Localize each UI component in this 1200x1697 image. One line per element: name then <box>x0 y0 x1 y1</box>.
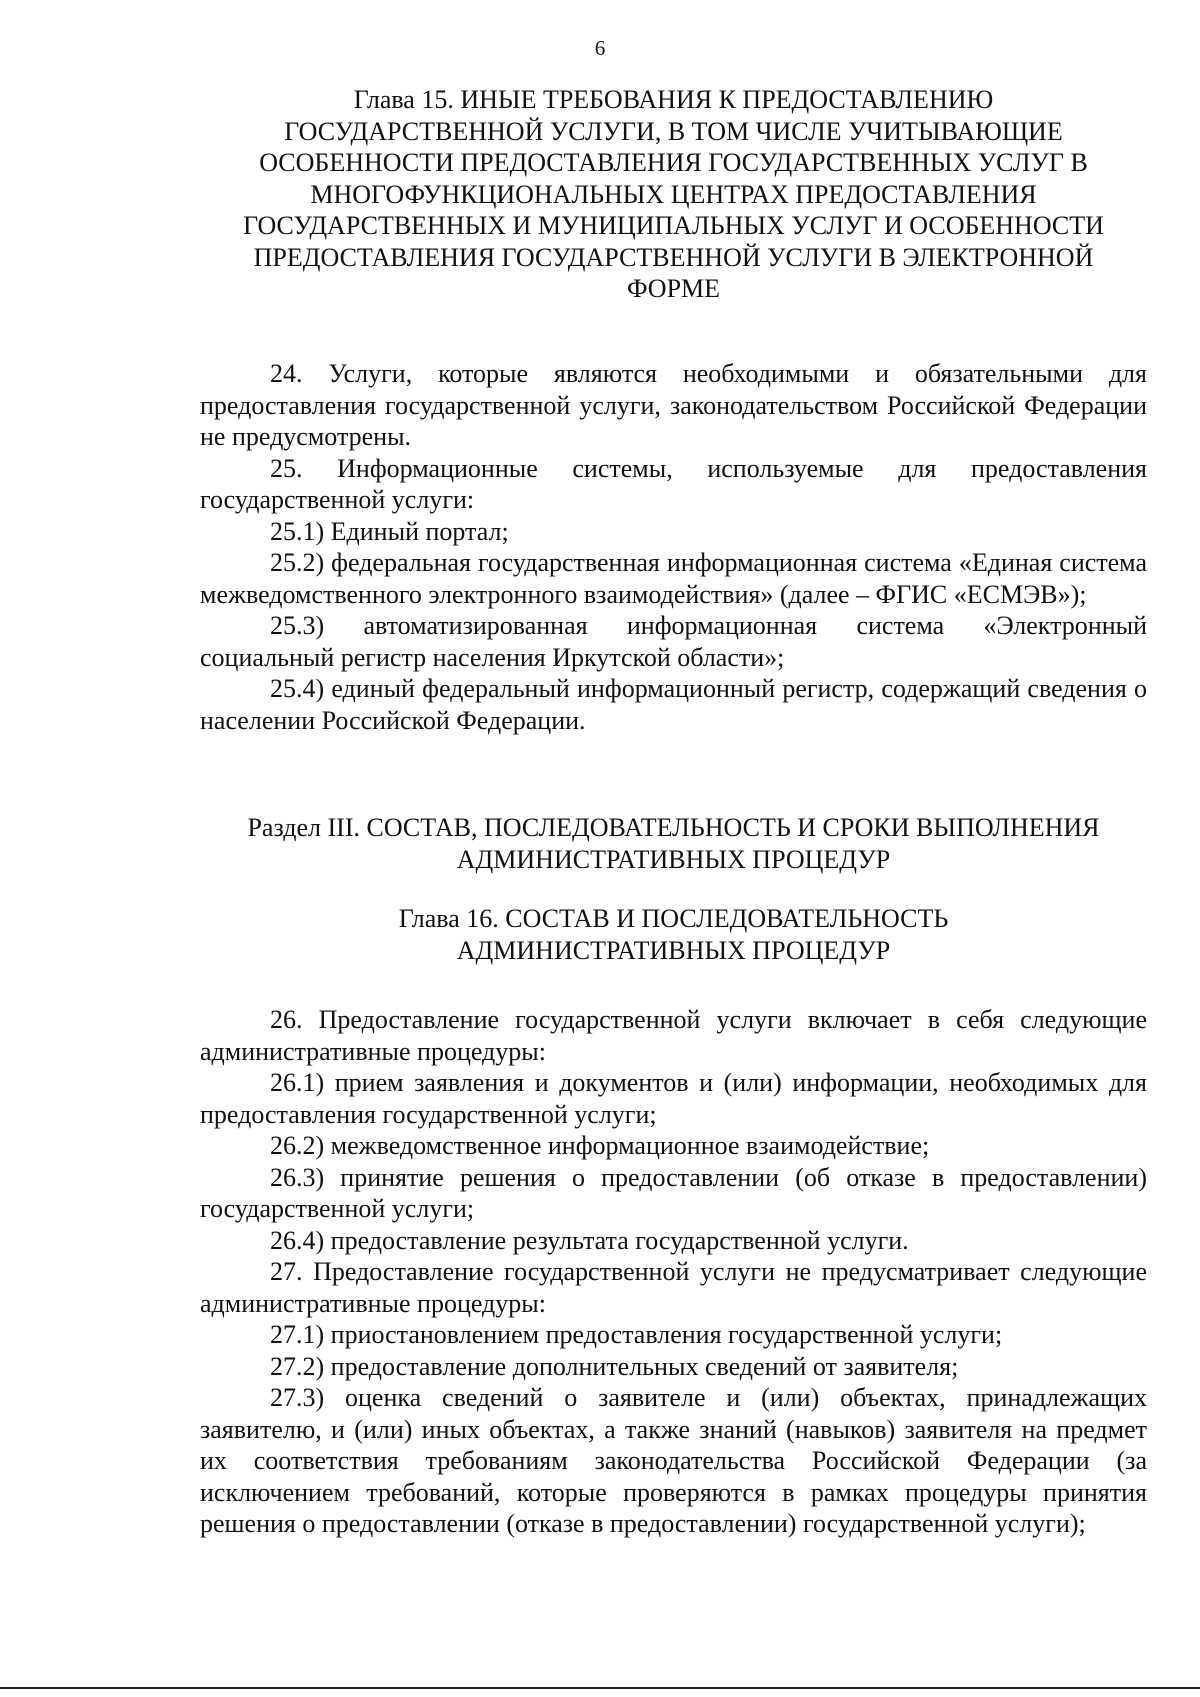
paragraph-27-1: 27.1) приостановлением предоставления государственной услуги; <box>270 1320 1003 1349</box>
paragraph-25-1: 25.1) Единый портал; <box>270 516 509 546</box>
paragraph-25-4: 25.4) единый федеральный информационный регистр, содержащий сведения о населении Российской Федерации. <box>200 674 1147 735</box>
paragraph-25-2: 25.2) федеральная государственная информационная система «Единая система межведомственного электронного взаимодействия» (далее – ФГИС «ЕСМЭВ»); <box>200 548 1147 609</box>
heading-line: МНОГОФУНКЦИОНАЛЬНЫХ ЦЕНТРАХ ПРЕДОСТАВЛЕНИЯ <box>310 179 1037 209</box>
section-3-heading <box>200 812 1147 875</box>
chapter-15-heading <box>200 84 1147 305</box>
paragraph-27-2: 27.2) предоставление дополнительных сведений от заявителя; <box>270 1351 959 1381</box>
heading-line: Глава 15. ИНЫЕ ТРЕБОВАНИЯ К ПРЕДОСТАВЛЕНИЮ <box>353 85 994 114</box>
heading-line: Глава 16. СОСТАВ И ПОСЛЕДОВАТЕЛЬНОСТЬ <box>398 904 949 933</box>
bottom-rule <box>0 1687 1200 1689</box>
heading-line: ФОРМЕ <box>626 274 721 303</box>
heading-line: Раздел III. СОСТАВ, ПОСЛЕДОВАТЕЛЬНОСТЬ И СРОКИ ВЫПОЛНЕНИЯ <box>247 813 1100 842</box>
heading-line: АДМИНИСТРАТИВНЫХ ПРОЦЕДУР <box>456 844 891 874</box>
paragraph-26: 26. Предоставление государственной услуги включает в себя следующие административные процедуры: <box>200 1005 1147 1066</box>
paragraph-24: 24. Услуги, которые являются необходимыми и обязательными для предоставления государственной услуги, законодательством Российской Федерации не предусмотрены. <box>200 359 1147 451</box>
paragraph-26-4: 26.4) предоставление результата государственной услуги. <box>270 1225 909 1255</box>
paragraph-26-3: 26.3) принятие решения о предоставлении (об отказе в предоставлении) государственной услуги; <box>200 1162 1147 1223</box>
paragraphs-24-25 <box>200 358 1147 736</box>
paragraph-25-3: 25.3) автоматизированная информационная система «Электронный социальный регистр населения Иркутской области»; <box>200 611 1147 672</box>
paragraph-27: 27. Предоставление государственной услуги не предусматривает следующие административные процедуры: <box>200 1257 1147 1318</box>
paragraph-26-2: 26.2) межведомственное информационное взаимодействие; <box>270 1131 930 1160</box>
chapter-16-heading <box>200 903 1147 966</box>
heading-line: ГОСУДАРСТВЕННЫХ И МУНИЦИПАЛЬНЫХ УСЛУГ И ОСОБЕННОСТИ <box>243 211 1104 240</box>
page-number: 6 <box>594 36 606 60</box>
heading-line: ОСОБЕННОСТИ ПРЕДОСТАВЛЕНИЯ ГОСУДАРСТВЕННЫХ УСЛУГ В <box>259 148 1088 177</box>
paragraphs-26-27 <box>200 1004 1147 1540</box>
heading-line: АДМИНИСТРАТИВНЫХ ПРОЦЕДУР <box>456 935 891 965</box>
paragraph-25: 25. Информационные системы, используемые для предоставления государственной услуги: <box>200 453 1147 514</box>
heading-line: ГОСУДАРСТВЕННОЙ УСЛУГИ, В ТОМ ЧИСЛЕ УЧИТЫВАЮЩИЕ <box>284 116 1063 146</box>
paragraph-26-1: 26.1) прием заявления и документов и (или) информации, необходимых для предоставления государственной услуги; <box>200 1068 1147 1129</box>
heading-line: ПРЕДОСТАВЛЕНИЯ ГОСУДАРСТВЕННОЙ УСЛУГИ В ЭЛЕКТРОННОЙ <box>253 242 1094 272</box>
paragraph-27-3: 27.3) оценка сведений о заявителе и (или) объектах, принадлежащих заявителю, и (или) иных объектах, а также знаний (навыков) заявителя на предмет их соответствия требованиям законодательства Российской Федерации (за исключением требований, которые проверяются в рамках процедуры принятия решения о предоставлении (отказе в предоставлении) государственной услуги); <box>200 1383 1147 1538</box>
